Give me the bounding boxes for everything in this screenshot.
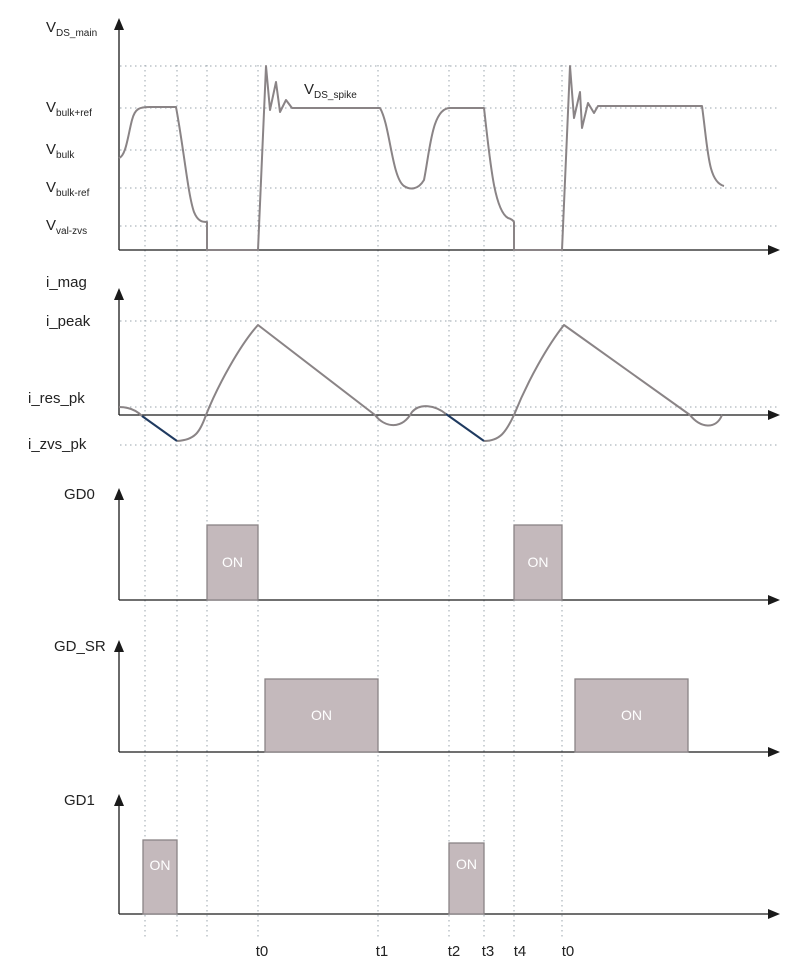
time-marker-t1: t1 [375,943,389,960]
gdsr-pulse-1-label: ON [311,707,332,723]
imag-axis-title: i_mag [46,274,87,291]
imag-level-res-pk: i_res_pk [28,390,85,407]
gd0-panel [64,486,780,605]
time-marker-t4: t4 [513,943,527,960]
imag-panel [28,274,780,453]
gd1-panel [64,792,780,919]
time-marker-labels [256,943,575,960]
vds-level-val-zvs: $V_{val-zvs}$ [46,217,88,237]
time-marker-t3: t3 [481,943,495,960]
vds-level-bulk-minus-ref: $V_{bulk-ref}$ [46,179,90,199]
gdsr-axis-title: GD_SR [54,638,106,655]
gd1-pulse-1 [143,840,177,914]
imag-level-zvs-pk: i_zvs_pk [28,436,87,453]
time-marker-t0: t0 [255,943,269,960]
vds-level-bulk-plus-ref: $V_{bulk+ref}$ [46,99,92,119]
imag-level-peak: i_peak [46,313,91,330]
imag-zvs-segment-2 [446,414,484,441]
time-marker-t0-second: t0 [561,943,575,960]
gd0-pulse-1-label: ON [222,554,243,570]
imag-waveform [119,325,722,441]
gd1-pulse-2 [449,843,484,914]
vds-level-bulk: $V_{bulk}$ [46,141,75,161]
gd0-axis-title: GD0 [64,486,95,503]
time-guides [145,65,562,940]
vds-waveform [119,66,724,250]
gd1-pulse-1-label: ON [149,857,171,873]
vds-panel [46,18,780,255]
vds-axis-title: $V_{DS\_main}$ [46,19,98,39]
vds-spike-annotation: $V_{DS\_spike}$ [304,81,357,101]
gd1-axis-title: GD1 [64,792,95,809]
time-marker-t2: t2 [447,943,461,960]
gd1-pulse-2-label: ON [456,856,477,872]
imag-zvs-segment-1 [142,416,177,441]
gdsr-pulse-2-label: ON [621,707,642,723]
gdsr-panel [54,638,780,757]
gd0-pulse-2-label: ON [527,554,549,570]
